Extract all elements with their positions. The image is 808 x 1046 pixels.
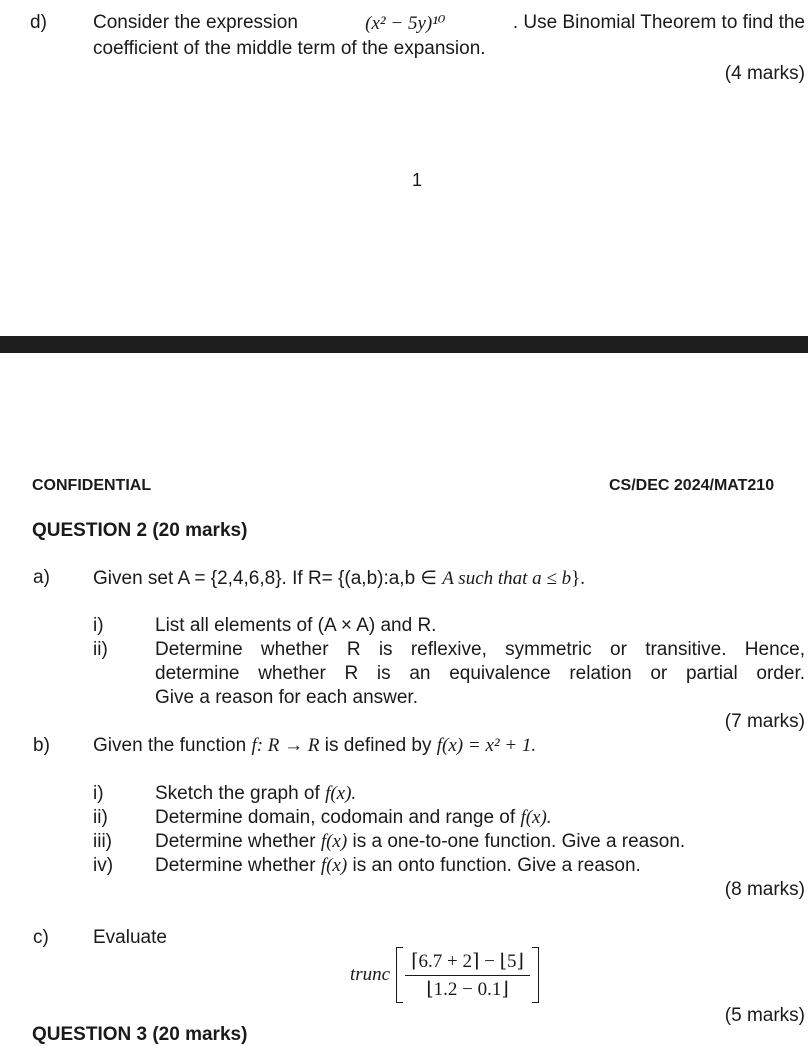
part-b-item-1 — [155, 783, 356, 805]
right-bracket — [532, 947, 539, 1003]
prev-d-line1 — [93, 12, 805, 35]
part-a-item-2-num: ii) — [93, 639, 108, 660]
page-number: 1 — [412, 170, 423, 190]
page-divider — [0, 336, 808, 353]
part-b-item-2-num: ii) — [93, 807, 108, 828]
prev-d-text-b: . Use Binomial Theorem to find the — [512, 12, 805, 33]
part-c-formula — [350, 947, 539, 1003]
part-b-item-4 — [155, 855, 641, 877]
part-b-item-4-fx: f(x) — [320, 855, 348, 876]
prev-d-expression: (x² − 5y)¹⁰ — [365, 13, 446, 34]
prev-d-line2: coefficient of the middle term of the expansion. — [93, 38, 486, 59]
part-b-item-3-num: iii) — [93, 831, 112, 852]
part-b-item-3-text-a: Determine whether — [155, 831, 316, 852]
part-a-stem — [93, 567, 585, 590]
part-c-numerator: ⌈6.7 + 2⌉ − ⌊5⌋ — [405, 950, 530, 976]
part-b-item-3 — [155, 831, 685, 853]
part-b-item-3-text-b: is a one-to-one function. Give a reason. — [352, 831, 686, 852]
part-b-item-1-fx: f(x). — [325, 783, 357, 804]
part-b-text-b: is defined by — [324, 735, 432, 756]
prev-d-marks: (4 marks) — [724, 63, 805, 84]
part-b-item-3-fx: f(x) — [320, 831, 348, 852]
part-b-label: b) — [33, 735, 50, 756]
part-a-item-2-line-3: Give a reason for each answer. — [155, 687, 418, 708]
header-code: CS/DEC 2024/MAT210 — [609, 477, 775, 494]
prev-d-text-a: Consider the expression — [93, 12, 298, 33]
part-c-text: Evaluate — [93, 927, 167, 948]
part-a-label: a) — [33, 567, 50, 588]
header-confidential: CONFIDENTIAL — [32, 477, 152, 494]
part-b-item-1-num: i) — [93, 783, 104, 804]
part-b-item-4-num: iv) — [93, 855, 114, 876]
part-b-item-2-text: Determine domain, codomain and range of — [155, 807, 516, 828]
part-a-item-1-num: i) — [93, 615, 104, 636]
part-b-marks: (8 marks) — [724, 879, 805, 900]
part-a-item-2-line-2: determine whether R is an equivalence relation or partial order. — [155, 663, 805, 684]
part-a-item-1-text: List all elements of (A × A) and R. — [155, 615, 437, 636]
part-a-marks: (7 marks) — [724, 711, 805, 732]
part-b-text-a: Given the function — [93, 735, 247, 756]
part-b-item-4-text-a: Determine whether — [155, 855, 316, 876]
part-c-fraction — [405, 950, 530, 1001]
part-a-item-2-line-1: Determine whether R is reflexive, symmetric or transitive. Hence, — [155, 639, 805, 660]
part-c-func: trunc — [350, 964, 391, 985]
part-b-item-4-text-b: is an onto function. Give a reason. — [352, 855, 641, 876]
part-a-close: }. — [571, 568, 585, 589]
part-c-label: c) — [33, 927, 49, 948]
prev-d-label: d) — [30, 12, 47, 33]
part-c-denominator: ⌊1.2 − 0.1⌋ — [426, 978, 509, 1000]
part-a-math: A such that a ≤ b — [442, 568, 572, 589]
part-b-item-1-text: Sketch the graph of — [155, 783, 320, 804]
question-2-title: QUESTION 2 (20 marks) — [32, 520, 248, 541]
next-question-heading: QUESTION 3 (20 marks) — [32, 1024, 248, 1045]
part-a-text: Given set A = {2,4,6,8}. If R= {(a,b):a,b ∈ — [93, 568, 437, 589]
part-c-marks: (5 marks) — [724, 1005, 805, 1026]
part-b-definition: f(x) = x² + 1. — [436, 735, 537, 756]
part-b-signature: f: R → R — [251, 735, 320, 756]
part-b-item-2 — [155, 807, 552, 829]
part-b-item-2-fx: f(x). — [520, 807, 552, 828]
part-b-stem — [93, 735, 536, 757]
left-bracket — [396, 947, 403, 1003]
